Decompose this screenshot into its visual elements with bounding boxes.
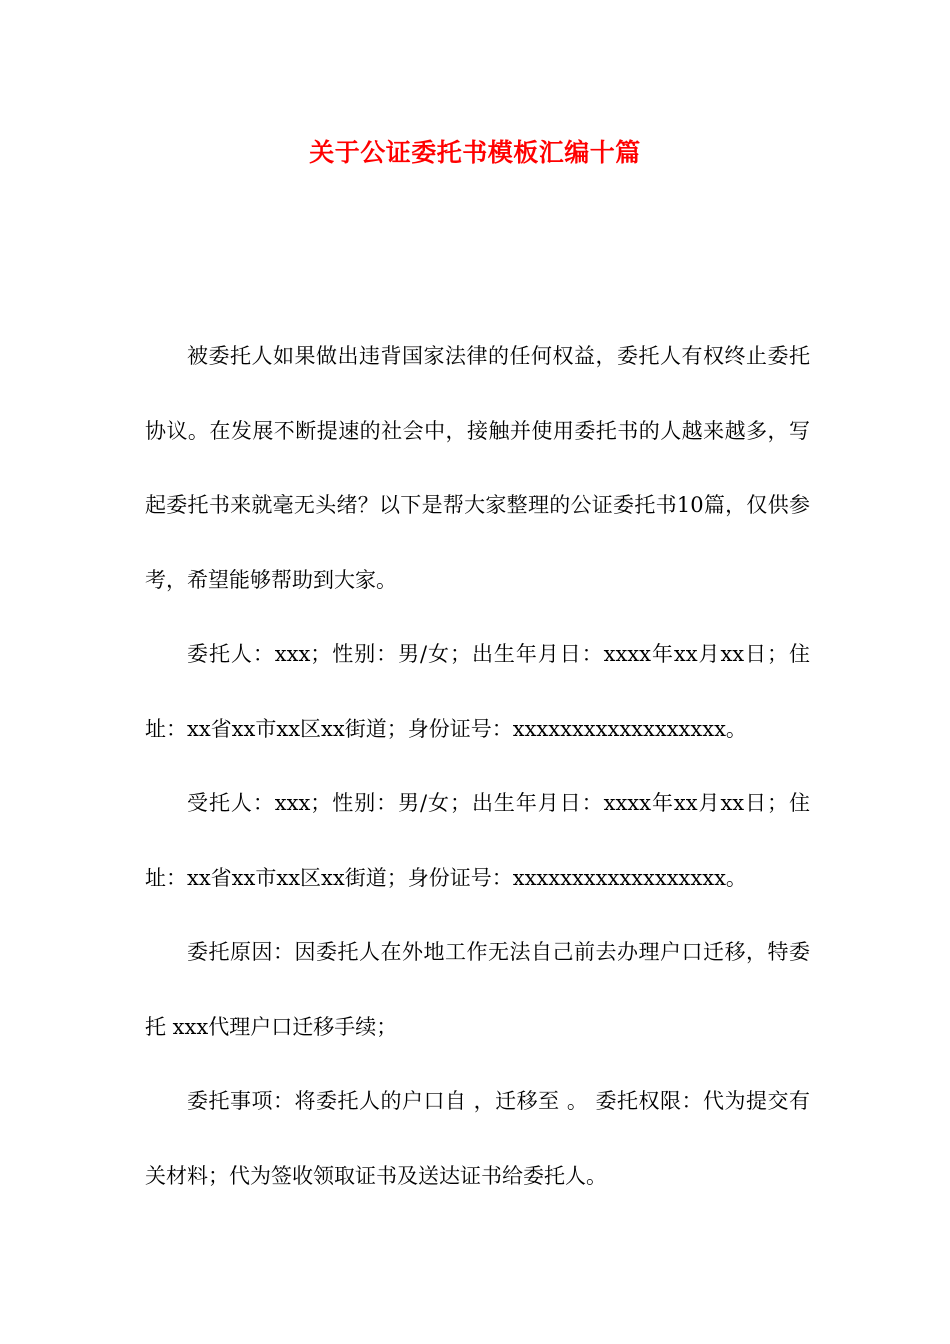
paragraph-intro: 被委托人如果做出违背国家法律的任何权益，委托人有权终止委托协议。在发展不断提速的社会中，接触并使用委托书的人越来越多，写起委托书来就毫无头绪？以下是帮大家整理的公证委托书10篇，仅供参考，希望能够帮助到大家。 <box>145 344 810 592</box>
paragraph-reason: 委托原因：因委托人在外地工作无法自己前去办理户口迁移，特委托 xxx代理户口迁移手续； <box>145 940 810 1039</box>
paragraph-matters: 委托事项：将委托人的户口自 ，迁移至 。 委托权限：代为提交有关材料；代为签收领取证书及送达证书给委托人。 <box>145 1089 810 1188</box>
paragraph-agent: 受托人：xxx；性别：男/女；出生年月日：xxxx年xx月xx日；住址：xx省xx市xx区xx街道；身份证号：xxxxxxxxxxxxxxxxxx。 <box>145 791 810 890</box>
paragraph-principal: 委托人：xxx；性别：男/女；出生年月日：xxxx年xx月xx日；住址：xx省xx市xx区xx街道；身份证号：xxxxxxxxxxxxxxxxxx。 <box>145 642 810 741</box>
document-body <box>145 319 810 1213</box>
document-title: 关于公证委托书模板汇编十篇 <box>309 138 641 167</box>
